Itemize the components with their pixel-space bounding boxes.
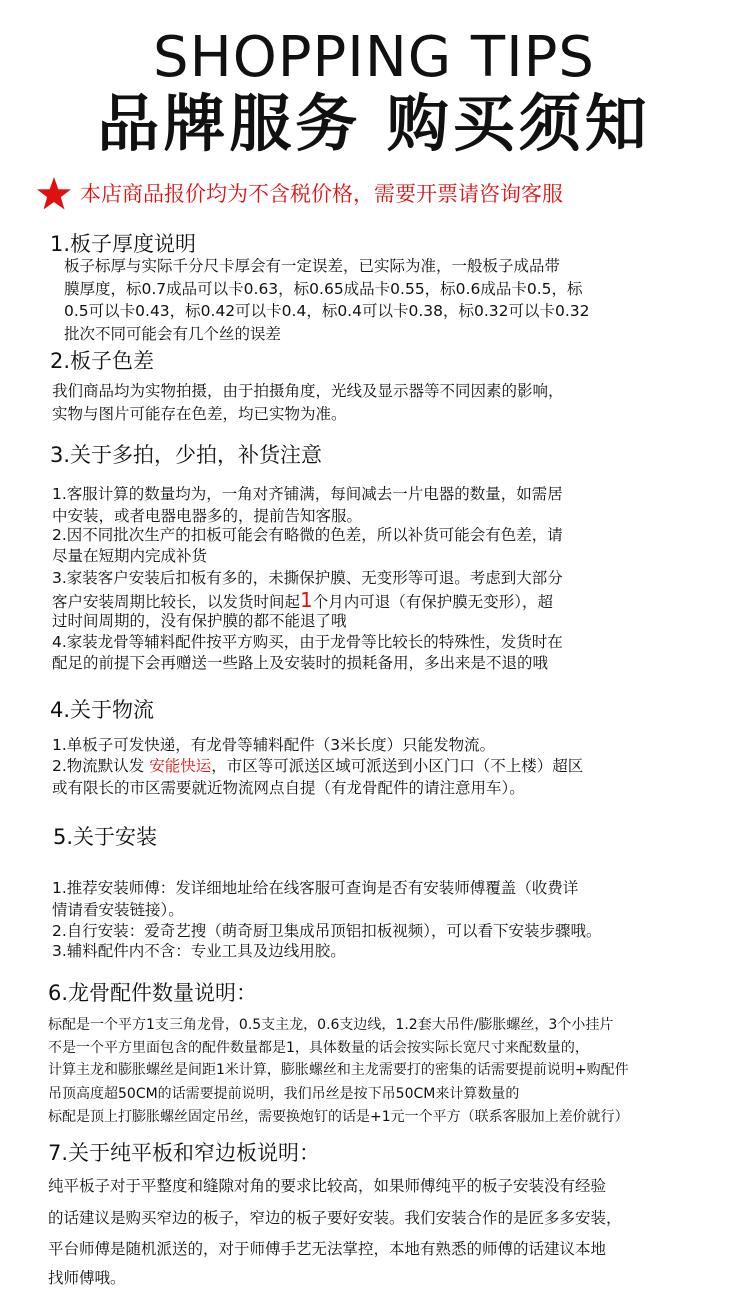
section-line: 过时间周期的，没有保护膜的都不能退了哦: [52, 612, 347, 630]
section-line: 2.自行安装：爱奇艺搜（萌奇厨卫集成吊顶铝扣板视频），可以看下安装步骤哦。: [52, 922, 602, 940]
section-line: 1.单板子可发快递，有龙骨等辅料配件（3米长度）只能发物流。: [52, 736, 496, 754]
section-line: 3.辅料配件内不含：专业工具及边线用胶。: [52, 942, 346, 960]
section-line: 我们商品均为实物拍摄，由于拍摄角度，光线及显示器等不同因素的影响，: [52, 382, 564, 400]
section-line: 计算主龙和膨胀螺丝是间距1米计算，膨胀螺丝和主龙需要打的密集的话需要提前说明+购配件: [48, 1062, 629, 1078]
section-line: 0.5可以卡0.43，标0.42可以卡0.4，标0.4可以卡0.38，标0.32可以卡0.32: [64, 302, 590, 320]
tax-notice-text: 本店商品报价均为不含税价格，需要开票请咨询客服: [80, 182, 563, 206]
section-line: 标配是一个平方1支三角龙骨，0.5支主龙，0.6支边线，1.2套大吊件/膨胀螺丝，3个小挂片: [48, 1017, 614, 1033]
section-line: 找师傅哦。: [48, 1269, 126, 1287]
star-icon: [36, 176, 72, 212]
section-line: 不是一个平方里面包含的配件数量都是1，具体数量的话会按实际长宽尺寸来配数量的，: [48, 1040, 589, 1056]
title-chinese: 品牌服务 购买须知: [97, 87, 651, 160]
section-line: 吊顶高度超50CM的话需要提前说明，我们吊丝是按下吊50CM来计算数量的: [48, 1086, 520, 1102]
section-line: 纯平板子对于平整度和缝隙对角的要求比较高，如果师傅纯平的板子安装没有经验: [48, 1177, 607, 1195]
refund-months-highlight: 1: [300, 588, 313, 612]
text-fragment: ，市区等可派送区域可派送到小区门口（不上楼）超区: [211, 757, 584, 775]
section-line: 膜厚度，标0.7成品可以卡0.63，标0.65成品卡0.55，标0.6成品卡0.5，标: [64, 280, 583, 298]
section-line: 情请看安装链接）。: [52, 901, 184, 919]
section-line: 3.家装客户安装后扣板有多的，未撕保护膜、无变形等可退。考虑到大部分: [52, 569, 563, 587]
section-line: 平台师傅是随机派送的，对于师傅手艺无法掌控，本地有熟悉的师傅的话建议本地: [48, 1240, 607, 1258]
section-heading-flat-vs-narrow-edge: 7.关于纯平板和窄边板说明：: [48, 1141, 321, 1165]
section-line: 批次不同可能会有几个丝的误差: [64, 325, 282, 343]
section-line: 配足的前提下会再赠送一些路上及安装时的损耗备用，多出来是不退的哦: [52, 654, 549, 672]
section-line: 1.客服计算的数量均为，一角对齐铺满，每间减去一片电器的数量，如需居: [52, 485, 563, 503]
section-line: 4.家装龙骨等辅料配件按平方购买，由于龙骨等比较长的特殊性，发货时在: [52, 633, 563, 651]
section-line: 的话建议是购买窄边的板子，窄边的板子要好安装。我们安装合作的是匠多多安装，: [48, 1209, 622, 1227]
section-line: 1.推荐安装师傅：发详细地址给在线客服可查询是否有安装师傅覆盖（收费详: [52, 879, 579, 897]
section-line: 标配是顶上打膨胀螺丝固定吊丝，需要换炮钉的话是+1元一个平方（联系客服加上差价就行）: [48, 1109, 629, 1125]
section-line: 尽量在短期内完成补货: [52, 547, 208, 565]
tax-notice: [36, 176, 563, 212]
section-line: 2.因不同批次生产的扣板可能会有略微的色差，所以补货可能会有色差，请: [52, 526, 563, 544]
section-heading-thickness: 1.板子厚度说明: [50, 232, 197, 256]
section-line: 实物与图片可能存在色差，均已实物为准。: [52, 405, 347, 423]
text-fragment: 个月内可退（有保护膜无变形），超: [312, 593, 554, 611]
text-fragment: 客户安装周期比较长，以发货时间起: [52, 593, 301, 611]
section-line: 板子标厚与实际千分尺卡厚会有一定误差，已实际为准，一般板子成品带: [64, 257, 561, 275]
section-heading-color-difference: 2.板子色差: [50, 349, 155, 373]
section-heading-quantity-notes: 3.关于多拍，少拍，补货注意: [50, 443, 323, 467]
section-line: 或有限长的市区需要就近物流网点自提（有龙骨配件的请注意用车）。: [52, 779, 525, 797]
text-fragment: 2.物流默认发: [52, 757, 150, 775]
section-heading-logistics: 4.关于物流: [50, 698, 155, 722]
section-heading-keel-accessories: 6.龙骨配件数量说明：: [48, 981, 258, 1005]
carrier-highlight: 安能快运: [149, 757, 212, 775]
title-english: SHOPPING TIPS: [153, 25, 595, 90]
section-line: 中安装，或者电器电器多的，提前告知客服。: [52, 507, 363, 525]
section-heading-installation: 5.关于安装: [53, 825, 158, 849]
section-line-carrier: [52, 755, 583, 778]
